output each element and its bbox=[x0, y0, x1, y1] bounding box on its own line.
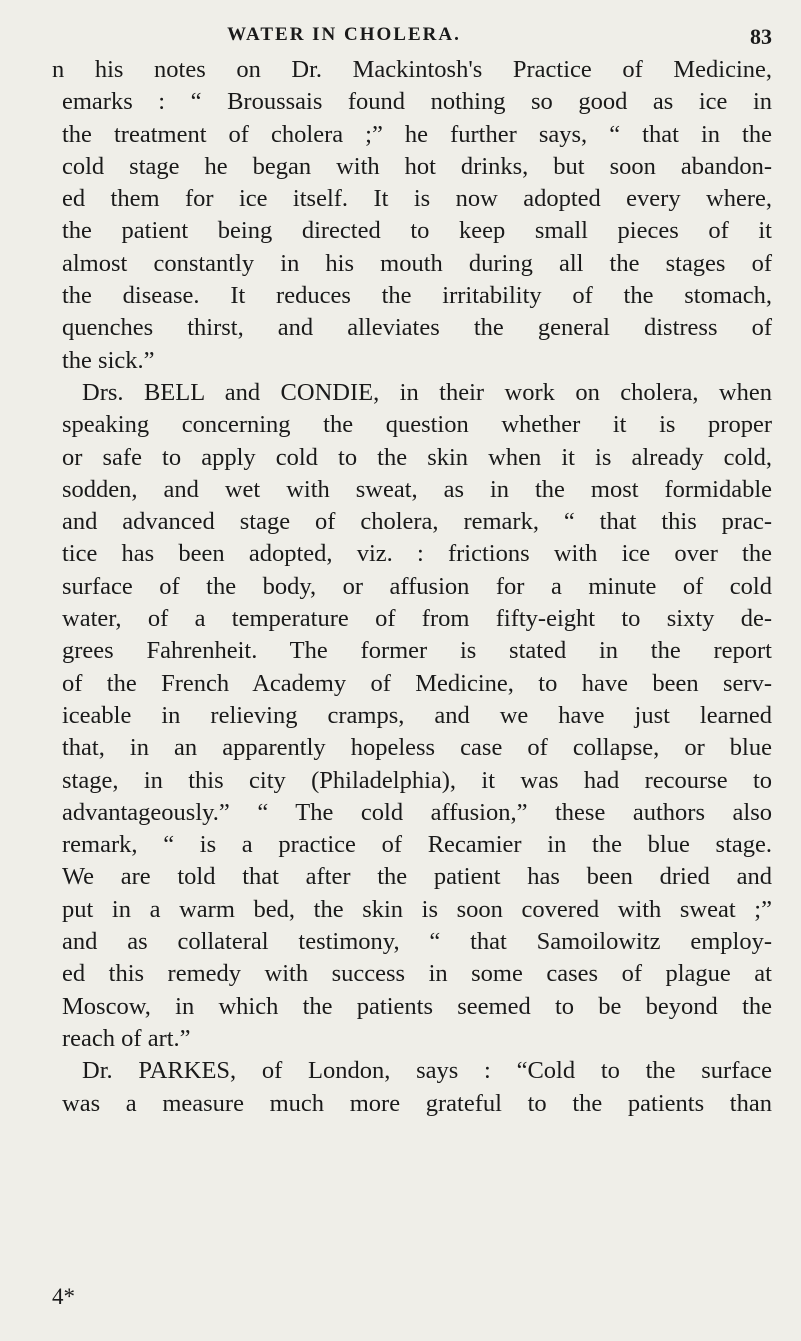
text-line: tice has been adopted, viz. : frictions with ice over the bbox=[62, 540, 772, 568]
text-line: the sick.” bbox=[62, 346, 155, 374]
text-line: advantageously.” “ The cold affusion,” these authors also bbox=[62, 798, 772, 826]
text-line: cold stage he began with hot drinks, but soon abandon- bbox=[62, 152, 772, 180]
text-line: ed this remedy with success in some cases of plague at bbox=[62, 960, 772, 988]
text-line: stage, in this city (Philadelphia), it was had recourse to bbox=[62, 766, 772, 794]
text-line: Moscow, in which the patients seemed to be beyond the bbox=[62, 992, 772, 1020]
text-line: almost constantly in his mouth during all the stages of bbox=[62, 249, 772, 277]
text-line: ed them for ice itself. It is now adopted every where, bbox=[62, 185, 772, 213]
text-line: and as collateral testimony, “ that Samoilowitz employ- bbox=[62, 928, 772, 956]
text-line: the treatment of cholera ;” he further says, “ that in the bbox=[62, 120, 772, 148]
text-line: grees Fahrenheit. The former is stated in the report bbox=[62, 637, 772, 665]
text-line: of the French Academy of Medicine, to have been serv- bbox=[62, 669, 772, 697]
text-line: put in a warm bed, the skin is soon covered with sweat ;” bbox=[62, 895, 772, 923]
text-line: n his notes on Dr. Mackintosh's Practice of Medicine, bbox=[52, 56, 772, 83]
text-line: water, of a temperature of from fifty-eight to sixty de- bbox=[62, 605, 772, 633]
text-line: Dr. PARKES, of London, says : “Cold to the surface bbox=[82, 1057, 772, 1085]
text-line: the patient being directed to keep small pieces of it bbox=[62, 217, 772, 245]
text-line: reach of art.” bbox=[62, 1024, 191, 1052]
text-line: surface of the body, or affusion for a minute of cold bbox=[62, 572, 772, 600]
text-line: Drs. BELL and CONDIE, in their work on cholera, when bbox=[82, 378, 772, 406]
signature-mark: 4* bbox=[52, 1284, 75, 1309]
text-line: speaking concerning the question whether it is proper bbox=[62, 411, 772, 439]
text-line: that, in an apparently hopeless case of collapse, or blue bbox=[62, 734, 772, 762]
text-line: emarks : “ Broussais found nothing so good as ice in bbox=[62, 88, 772, 116]
text-line: quenches thirst, and alleviates the general distress of bbox=[62, 314, 772, 342]
text-line: iceable in relieving cramps, and we have just learned bbox=[62, 701, 772, 729]
text-line: We are told that after the patient has been dried and bbox=[62, 863, 772, 891]
text-line: and advanced stage of cholera, remark, “ that this prac- bbox=[62, 508, 772, 536]
text-line: or safe to apply cold to the skin when it is already cold, bbox=[62, 443, 772, 471]
text-line: the disease. It reduces the irritability of the stomach, bbox=[62, 282, 772, 310]
body-text bbox=[52, 54, 772, 1120]
text-line: was a measure much more grateful to the patients than bbox=[62, 1089, 772, 1117]
running-head-title: WATER IN CHOLERA. bbox=[227, 24, 461, 45]
text-line: sodden, and wet with sweat, as in the most formidable bbox=[62, 475, 772, 503]
page-number: 83 bbox=[750, 24, 772, 49]
running-head bbox=[64, 24, 772, 54]
text-line: remark, “ is a practice of Recamier in the blue stage. bbox=[62, 831, 772, 859]
